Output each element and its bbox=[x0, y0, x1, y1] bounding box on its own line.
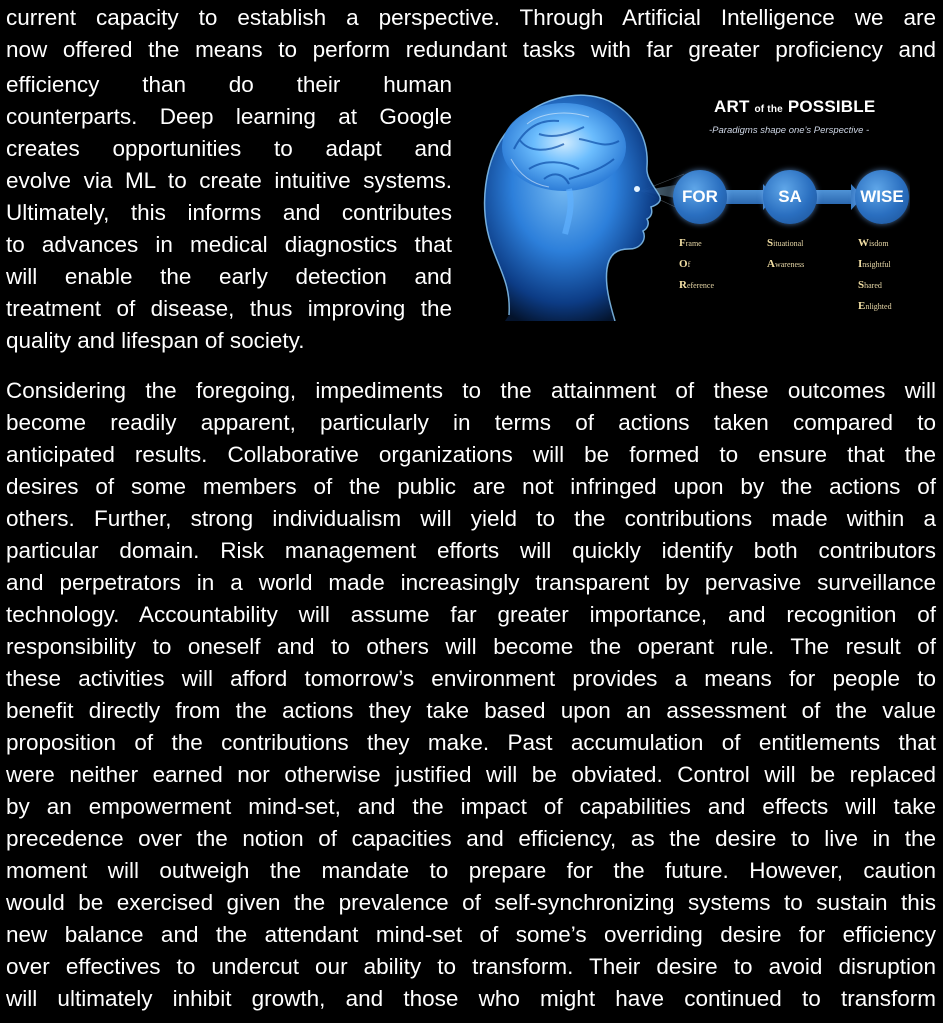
text-line: to advances in medical diagnostics that bbox=[6, 232, 452, 257]
wise-acronym bbox=[858, 233, 892, 317]
art-of-the-possible-graphic bbox=[469, 79, 910, 321]
text-line: over effectives to undercut our ability to transform. Their desire to avoid disruption bbox=[6, 954, 936, 979]
text-line: evolve via ML to create intuitive systems. bbox=[6, 168, 452, 193]
node-sa: SA bbox=[763, 170, 817, 224]
text-line: were neither earned nor otherwise justified will be obviated. Control will be replaced bbox=[6, 762, 936, 787]
text-line: by an empowerment mind-set, and the impact of capabilities and effects will take bbox=[6, 794, 936, 819]
graphic-title bbox=[714, 97, 875, 117]
text-line: proposition of the contributions they make. Past accumulation of entitlements that bbox=[6, 730, 936, 755]
sa-acronym bbox=[767, 233, 804, 275]
text-line: these activities will afford tomorrow’s environment provides a means for people to bbox=[6, 666, 936, 691]
text-line: technology. Accountability will assume far greater importance, and recognition of bbox=[6, 602, 936, 627]
node-wise: WISE bbox=[855, 170, 909, 224]
text-line: current capacity to establish a perspective. Through Artificial Intelligence we are bbox=[6, 5, 936, 30]
text-line: efficiency than do their human bbox=[6, 72, 452, 97]
text-line: Ultimately, this informs and contributes bbox=[6, 200, 452, 225]
acronym-word: Reference bbox=[679, 279, 715, 291]
graphic-title-of-the: of the bbox=[754, 104, 783, 115]
acronym-word: Of bbox=[679, 258, 691, 270]
text-line: desires of some members of the public are not infringed upon by the actions of bbox=[6, 474, 936, 499]
text-line: will ultimately inhibit growth, and those who might have continued to transform bbox=[6, 986, 936, 1011]
text-line: others. Further, strong individualism will yield to the contributions made within a bbox=[6, 506, 936, 531]
text-line: particular domain. Risk management efforts will quickly identify both contributors bbox=[6, 538, 936, 563]
text-line: treatment of disease, thus improving the bbox=[6, 296, 452, 321]
acronym-word: Shared bbox=[858, 279, 882, 291]
graphic-subtitle: -Paradigms shape one's Perspective - bbox=[709, 125, 870, 136]
text-line: anticipated results. Collaborative organizations will be formed to ensure that the bbox=[6, 442, 936, 467]
acronym-word: Awareness bbox=[767, 258, 805, 270]
for-acronym bbox=[679, 233, 714, 296]
text-line: moment will outweigh the mandate to prepare for the future. However, caution bbox=[6, 858, 936, 883]
text-line: new balance and the attendant mind-set of some’s overriding desire for efficiency bbox=[6, 922, 936, 947]
acronym-word: Wisdom bbox=[858, 237, 889, 249]
graphic-title-art: ART bbox=[714, 97, 750, 116]
acronym-word: Insightful bbox=[858, 258, 891, 270]
text-line: would be exercised given the prevalence of self-synchronizing systems to sustain this bbox=[6, 890, 936, 915]
text-line: will enable the early detection and bbox=[6, 264, 452, 289]
acronym-word: Situational bbox=[767, 237, 804, 249]
node-for: FOR bbox=[673, 170, 727, 224]
text-line: precedence over the notion of capacities and efficiency, as the desire to live in the bbox=[6, 826, 936, 851]
text-line: benefit directly from the actions they take based upon an assessment of the value bbox=[6, 698, 936, 723]
acronym-word: Enlighted bbox=[858, 300, 892, 312]
text-line: responsibility to oneself and to others will become the operant rule. The result of bbox=[6, 634, 936, 659]
text-line: become readily apparent, particularly in terms of actions taken compared to bbox=[6, 410, 936, 435]
text-line: Considering the foregoing, impediments to the attainment of these outcomes will bbox=[6, 378, 936, 403]
acronym-word: Frame bbox=[679, 237, 702, 249]
text-line: quality and lifespan of society. bbox=[6, 328, 305, 353]
text-line: creates opportunities to adapt and bbox=[6, 136, 452, 161]
text-line: counterparts. Deep learning at Google bbox=[6, 104, 452, 129]
text-line: now offered the means to perform redundant tasks with far greater proficiency and bbox=[6, 37, 936, 62]
text-line: and perpetrators in a world made increasingly transparent by pervasive surveillance bbox=[6, 570, 936, 595]
graphic-title-possible: POSSIBLE bbox=[787, 97, 876, 116]
